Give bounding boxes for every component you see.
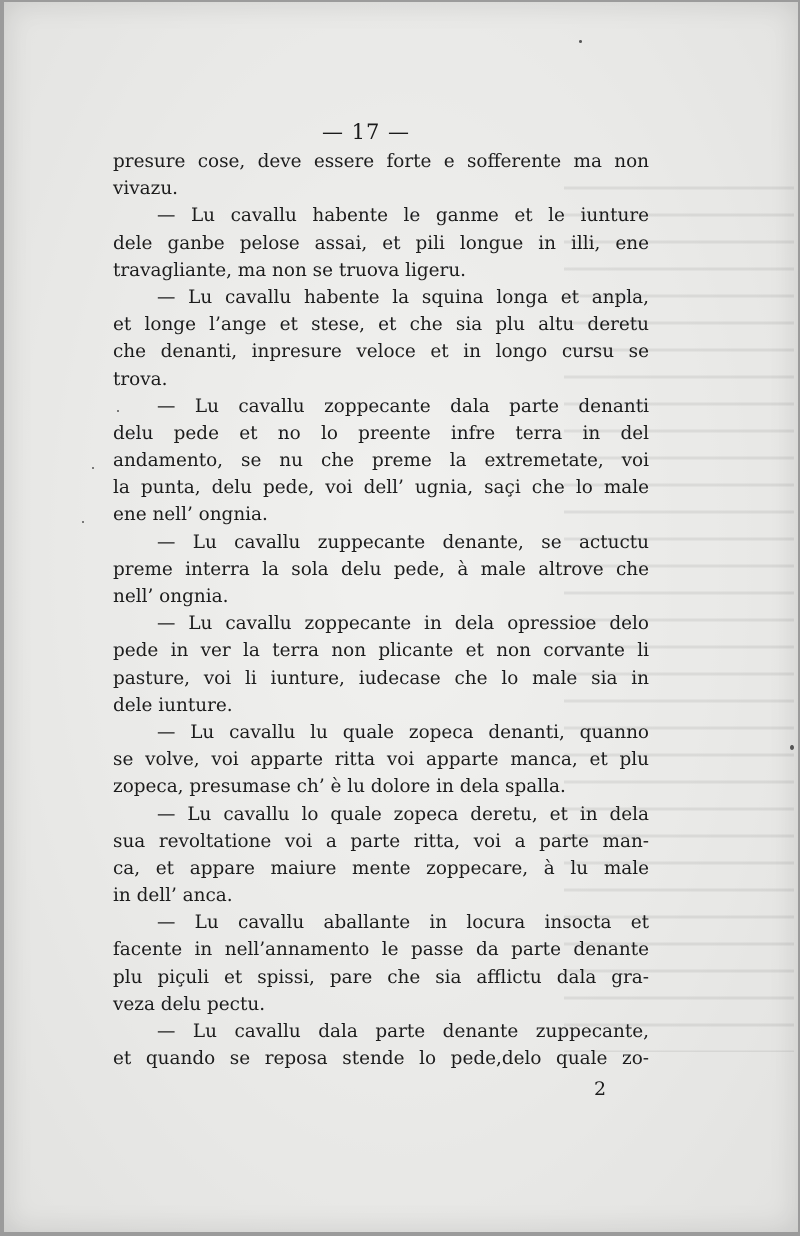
text-line: ene nell’ ongnia. (113, 504, 268, 526)
text-line: pede in ver la terra non plicante et non corvante li (113, 640, 649, 662)
text-line: presure cose, deve essere forte e sofferente ma non (113, 151, 649, 172)
text-line: che denanti, inpresure veloce et in longo cursu se (113, 341, 649, 363)
paper-speck (790, 745, 794, 750)
signature-mark: 2 (594, 1078, 607, 1100)
text-line: et quando se reposa stende lo pede,delo quale zo- (113, 1048, 649, 1070)
text-line: ca, et appare maiure mente zoppecare, à lu male (113, 857, 649, 879)
text-line: preme interra la sola delu pede, à male altrove che (113, 558, 649, 580)
text-line: — Lu cavallu lu quale zopeca denanti, quanno (157, 721, 649, 743)
text-line: — Lu cavallu habente le ganme et le iunture (157, 205, 649, 227)
text-line: trova. (113, 368, 168, 390)
text-line: travagliante, ma non se truova ligeru. (113, 259, 467, 281)
text-line: andamento, se nu che preme la extremetate, voi (113, 450, 649, 472)
text-line: veza delu pectu. (113, 993, 266, 1015)
text-line: nell’ ongnia. (113, 586, 229, 607)
text-line: facente in nell’annamento le passe da parte denante (113, 939, 649, 961)
text-line: dele iunture. (113, 694, 233, 716)
text-line: pasture, voi li iunture, iudecase che lo male sia in (113, 667, 649, 689)
paper-speck (117, 410, 119, 412)
text-line: — Lu cavallu habente la squina longa et anpla, (157, 286, 649, 308)
body-text (113, 148, 649, 1072)
text-line: plu piçuli et spissi, pare che sia afflictu dala gra- (113, 966, 649, 988)
text-line: in dell’ anca. (113, 885, 233, 907)
paper-speck (82, 521, 84, 523)
book-page (4, 2, 798, 1232)
text-line: se volve, voi apparte ritta voi apparte manca, et plu (113, 749, 649, 771)
text-line: — Lu cavallu lo quale zopeca deretu, et in dela (157, 803, 649, 825)
text-line: delu pede et no lo preente infre terra in del (113, 422, 649, 444)
page-number: — 17 — (321, 120, 411, 144)
text-line: vivazu. (113, 178, 179, 200)
text-line: sua revoltatione voi a parte ritta, voi a parte man- (113, 830, 649, 852)
text-line: — Lu cavallu zoppecante in dela opressioe delo (157, 613, 649, 635)
text-line: — Lu cavallu dala parte denante zuppecante, (157, 1021, 649, 1042)
text-line: — Lu cavallu zuppecante denante, se actuctu (157, 531, 649, 553)
paper-speck (92, 467, 94, 469)
text-line: dele ganbe pelose assai, et pili longue in illi, ene (113, 232, 649, 254)
text-line: — Lu cavallu zoppecante dala parte denanti (157, 395, 649, 417)
text-line: — Lu cavallu aballante in locura insocta et (157, 912, 649, 934)
text-line: la punta, delu pede, voi dell’ ugnia, saçi che lo male (113, 477, 649, 499)
paper-speck (579, 40, 582, 43)
text-line: zopeca, presumase ch’ è lu dolore in dela spalla. (113, 776, 566, 798)
text-line: et longe l’ange et stese, et che sia plu altu deretu (113, 314, 649, 336)
